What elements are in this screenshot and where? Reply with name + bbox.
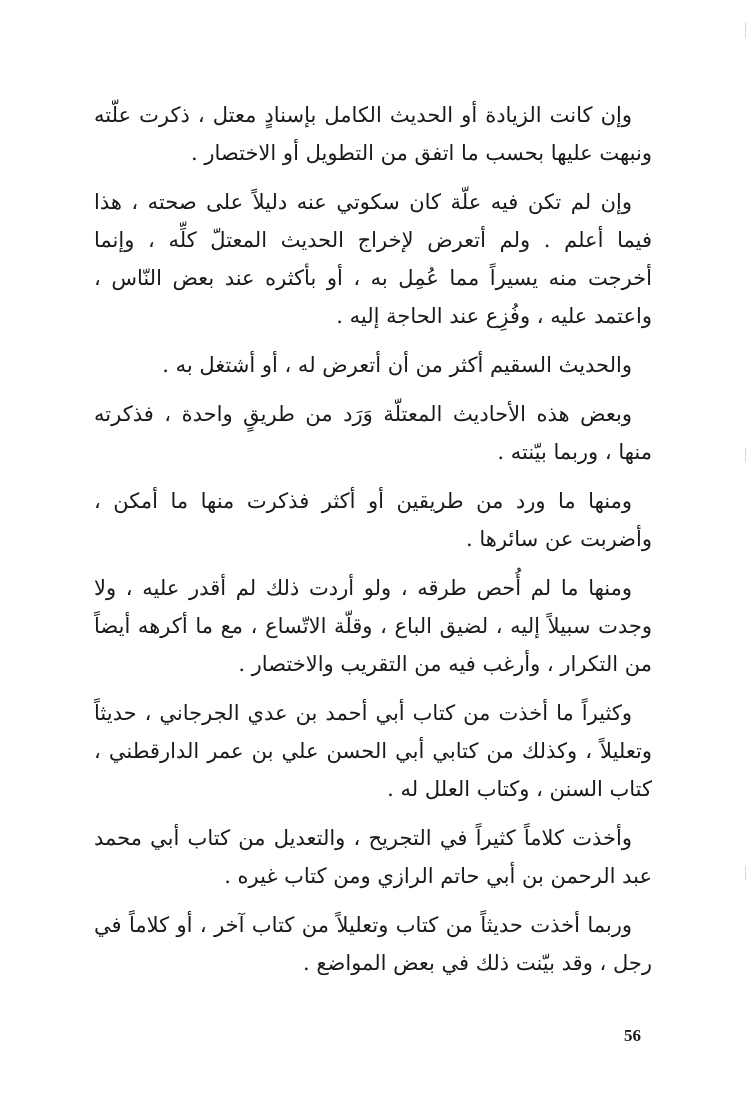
margin-mark-middle bbox=[745, 448, 746, 462]
paragraph-9: وربما أخذت حديثاً من كتاب وتعليلاً من كتاب آخر ، أو كلاماً في رجل ، وقد بيّنت ذلك في بعض المواضع . bbox=[94, 913, 652, 975]
paragraph-4: وبعض هذه الأحاديث المعتلّة وَرَد من طريقٍ واحدة ، فذكرته منها ، وربما بيّنته . bbox=[94, 402, 652, 464]
paragraph-3: والحديث السقيم أكثر من أن أتعرض له ، أو أشتغل به . bbox=[162, 353, 632, 377]
margin-mark-top bbox=[745, 22, 746, 38]
paragraph-2: وإن لم تكن فيه علّة كان سكوتي عنه دليلاً على صحته ، هذا فيما أعلم . ولم أتعرض لإخراج الحديث المعتلّ كلِّه ، وإنما أخرجت منه يسيراً مما عُمِل به ، أو بأكثره عند بعض النّاس ، واعتمد عليه ، وفُزِع عند الحاجة إليه . bbox=[94, 190, 652, 328]
margin-mark-bottom bbox=[745, 866, 746, 880]
paragraph-1: وإن كانت الزيادة أو الحديث الكامل بإسنادٍ معتل ، ذكرت علّته ونبهت عليها بحسب ما اتفق من التطويل أو الاختصار . bbox=[94, 103, 652, 165]
paragraph-6: ومنها ما لم أُحص طرقه ، ولو أردت ذلك لم أقدر عليه ، ولا وجدت سبيلاً إليه ، لضيق الباع ، وقلّة الاتّساع ، مع ما أكرهه أيضاً من التكرار ، وأرغب فيه من التقريب والاختصار . bbox=[94, 576, 652, 676]
paragraph-5: ومنها ما ورد من طريقين أو أكثر فذكرت منها ما أمكن ، وأضربت عن سائرها . bbox=[94, 489, 652, 551]
page-body bbox=[94, 96, 652, 993]
page-number: 56 bbox=[624, 1026, 641, 1045]
paragraph-7: وكثيراً ما أخذت من كتاب أبي أحمد بن عدي الجرجاني ، حديثاً وتعليلاً ، وكذلك من كتابي أبي الحسن علي بن عمر الدارقطني ، كتاب السنن ، وكتاب العلل له . bbox=[94, 701, 652, 801]
paragraph-8: وأخذت كلاماً كثيراً في التجريح ، والتعديل من كتاب أبي محمد عبد الرحمن بن أبي حاتم الرازي ومن كتاب غيره . bbox=[94, 826, 652, 888]
